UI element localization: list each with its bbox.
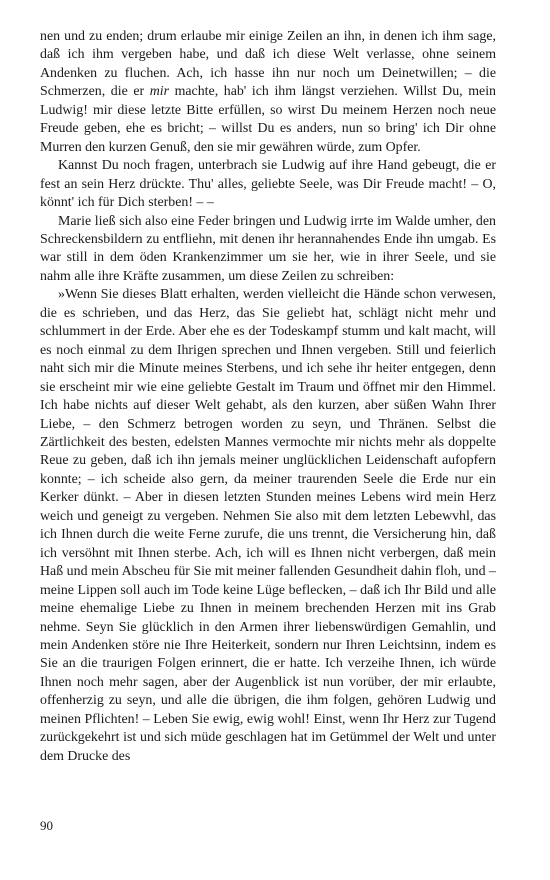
emphasized-word: mir — [149, 84, 169, 100]
book-page-text — [40, 28, 496, 766]
paragraph-continuation: nen und zu enden; drum erlaube mir einige Zeilen an ihn, in denen ich ihm sage, daß ich ihm vergeben habe, und daß ich diese Welt verlasse, ohne seinem Andenken zu fluchen. Ach, ich hasse ihn nur noch um Deinetwillen; – die Schmerzen, die er mir machte, hab' ich ihm längst verziehen. Willst Du, mein Ludwig! mir diese letzte Bitte erfüllen, so wirst Du meinem Herzen noch neue Freude geben, ehe es bricht; – willst Du es anders, nun so bring' ich Dir ohne Murren den kurzen Genuß, den sie mir gewähren würde, zum Opfer. — [40, 29, 496, 155]
paragraph-ludwig-reply: Kannst Du noch fragen, unterbrach sie Ludwig auf ihre Hand gebeugt, die er fest an sein Herz drückte. Thu' alles, geliebte Seele, was Dir Freude macht! – O, könnt' ich für Dich sterben! – – — [40, 158, 496, 211]
paragraph-letter: »Wenn Sie dieses Blatt erhalten, werden vielleicht die Hände schon verwesen, die es schrieben, und das Herz, das Sie geliebt hat, schlägt nicht mehr und schlummert in der Erde. Aber ehe es der Todeskampf stumm und kalt macht, will es noch einmal zu dem Ihrigen sprechen und Ihnen vergeben. Still und feierlich naht sich mir die Minute meines Sterbens, und ich sehe ihr heiter entgegen, denn sie erscheint mir wie eine geliebte Gestalt im Traum und öffnet mir den Himmel. Ich habe nichts auf dieser Welt gehabt, als den kurzen, aber süßen Wahn Ihrer Liebe, – den Schmerz betrogen worden zu seyn, und Thränen. Selbst die Zärtlichkeit des besten, edelsten Mannes vermochte mir nichts mehr als doppelte Reue zu geben, daß ich ihn jemals meiner unglücklichen Leidenschaft aufopfern konnte; – ich scheide also gern, da meiner traurenden Seele die Erde nur ein Kerker dünkt. – Aber in diesen letzten Stunden meines Lebens wird mein Herz weich und geneigt zu vergeben. Nehmen Sie also mit dem letzten Lebewvhl, das ich Ihnen durch die weite Ferne zurufe, die uns trennt, die Versicherung hin, daß ich versöhnt mit Ihnen sterbe. Ach, ich will es Ihnen nicht verbergen, daß mein Haß und mein Abscheu für Sie mit meiner fallenden Gesundheit dahin floh, und – meine Lippen soll auch im Tode keine Lüge beflecken, – daß ich Ihr Bild und alle meine ehemalige Liebe zu Ihnen in meinem brechenden Herzen mit ins Grab nehme. Seyn Sie glücklich in den Armen ihrer liebenswürdigen Gemahlin, und mein Andenken störe nie Ihre Heiterkeit, sondern nur Ihren Leichtsinn, indem es Sie an die traurigen Folgen erinnert, die er hatte. Ich verzeihe Ihnen, ich würde Ihnen noch mehr sagen, aber der Augenblick ist nun vorüber, der mir erlaubte, offenherzig zu seyn, und alle die übrigen, die ihm folgen, gehören Ludwig und meinen Pflichten! – Leben Sie ewig, ewig wohl! Einst, wenn Ihr Herz zur Tugend zurückgekehrt ist und sich müde geschlagen hat im Getümmel der Welt und unter dem Drucke des — [40, 287, 496, 764]
page-number: 90 — [40, 818, 53, 833]
paragraph-marie-writes: Marie ließ sich also eine Feder bringen und Ludwig irrte im Walde umher, den Schreckensbildern zu entfliehn, mit denen ihr herannahendes Ende ihn umgab. Es war still in dem öden Krankenzimmer um sie her, wie in ihrer Seele, und sie nahm alle ihre Kräfte zusammen, um diese Zeilen zu schreiben: — [40, 213, 496, 284]
